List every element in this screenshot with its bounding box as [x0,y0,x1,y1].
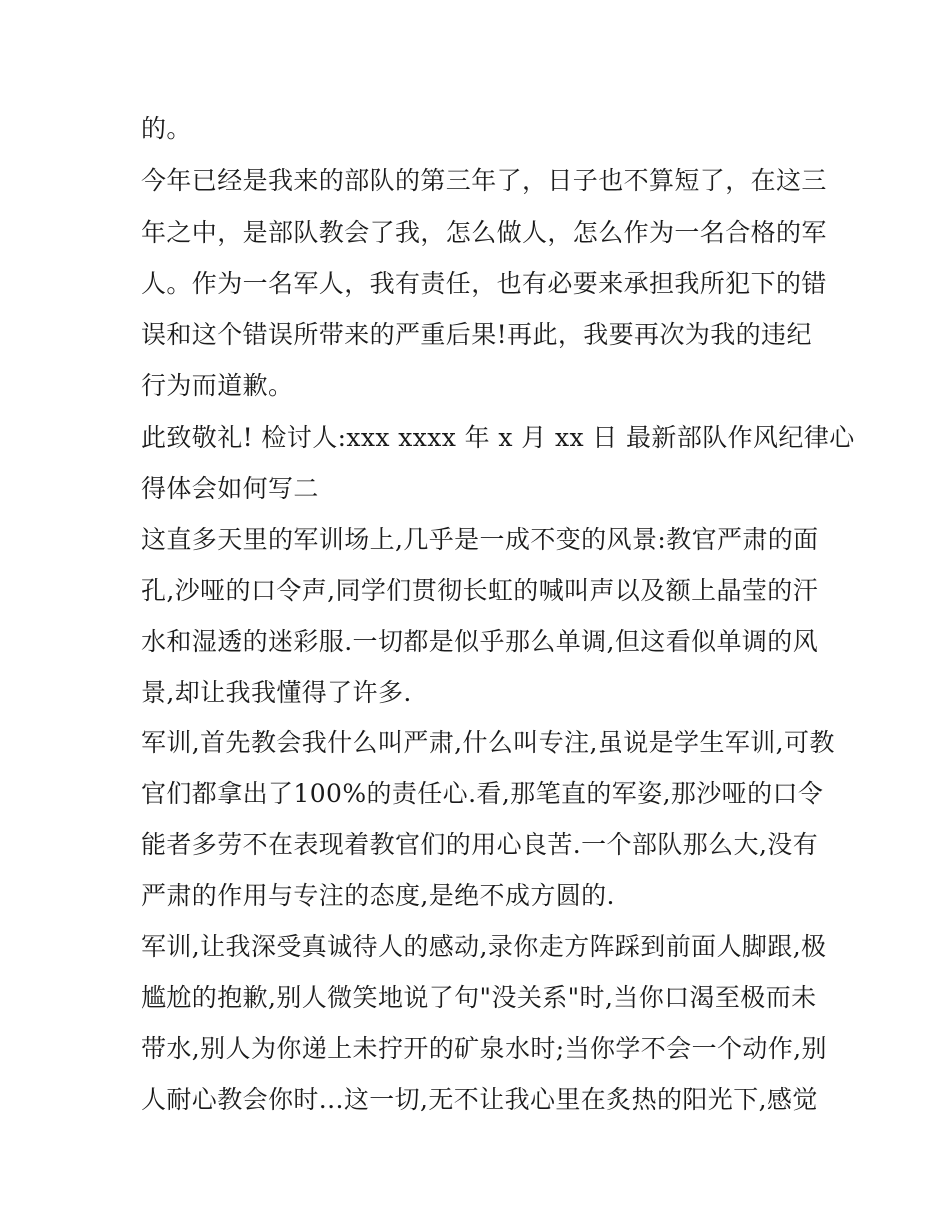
text-line: 军训,首先教会我什么叫严肃,什么叫专注,虽说是学生军训,可教 [141,728,835,757]
text-line: 人。作为一名军人，我有责任，也有必要来承担我所犯下的错 [141,269,827,298]
text-line: 水和湿透的迷彩服.一切都是似乎那么单调,但这看似单调的风 [141,627,819,656]
text-line: 能者多劳不在表现着教官们的用心良苦.一个部队那么大,没有 [141,830,819,859]
text-line: 孔,沙哑的口令声,同学们贯彻长虹的喊叫声以及额上晶莹的汗 [141,576,819,605]
text-line: 军训,让我深受真诚待人的感动,录你走方阵踩到前面人脚跟,极 [141,932,827,961]
text-line: 年之中，是部队教会了我，怎么做人，怎么作为一名合格的军 [141,218,827,247]
text-line: 这直多天里的军训场上,几乎是一成不变的风景:教官严肃的面 [141,525,819,554]
text-line: 今年已经是我来的部队的第三年了，日子也不算短了，在这三 [141,166,827,195]
text-line: 景,却让我我懂得了许多. [141,678,412,707]
text-line: 尴尬的抱歉,别人微笑地说了句"没关系"时,当你口渴至极而未 [141,983,817,1012]
text-line: 带水,别人为你递上未拧开的矿泉水时;当你学不会一个动作,别 [141,1034,827,1063]
text-line: 严肃的作用与专注的态度,是绝不成方圆的. [141,881,615,910]
text-line: 官们都拿出了100%的责任心.看,那笔直的军姿,那沙哑的口令 [141,779,824,808]
text-line: 人耐心教会你时...这一切,无不让我心里在炙热的阳光下,感觉 [141,1085,818,1114]
text-line: 此致敬礼! 检讨人:xxx xxxx 年 x 月 xx 日 最新部队作风纪律心 [141,423,855,452]
text-line: 误和这个错误所带来的严重后果!再此，我要再次为我的违纪 [141,320,812,349]
text-line: 得体会如何写二 [141,474,319,503]
text-line: 行为而道歉。 [141,371,294,400]
text-line: 的。 [141,114,192,143]
